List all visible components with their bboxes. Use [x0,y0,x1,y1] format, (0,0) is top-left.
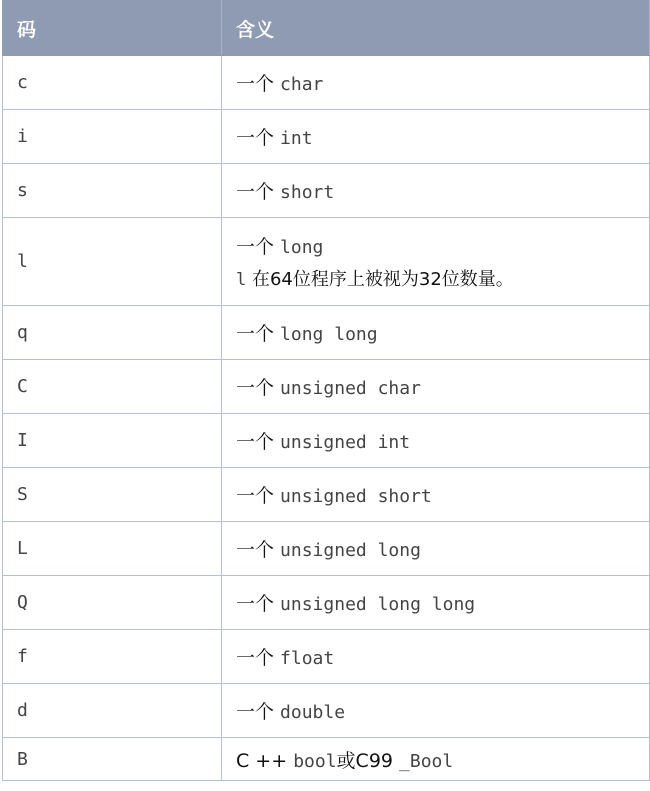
note-text: 在64位程序上被视为32位数量。 [246,269,514,290]
header-code: 码 [3,1,222,56]
note-code: l [236,270,247,290]
row-code: s [3,164,222,218]
row-code: I [3,414,222,468]
meaning-prefix: 一个 [236,127,281,149]
row-note [236,265,635,291]
row-code: B [3,738,222,781]
meaning-prefix: 一个 [236,647,281,669]
row-code: l [3,218,222,306]
row-code: Q [3,576,222,630]
table-row [3,306,650,360]
meaning-suffix: 或C99 [336,749,400,772]
row-meaning [222,56,650,110]
meaning-prefix: 一个 [236,485,281,507]
row-code: L [3,522,222,576]
table-row [3,110,650,164]
meaning-prefix: 一个 [236,539,281,561]
table-row [3,630,650,684]
row-meaning [222,164,650,218]
meaning-prefix: 一个 [236,593,281,615]
row-meaning [222,360,650,414]
header-meaning: 含义 [222,1,650,56]
row-code: C [3,360,222,414]
row-meaning [222,684,650,738]
table-row [3,360,650,414]
table-row [3,56,650,110]
row-meaning [222,576,650,630]
table-row [3,468,650,522]
type-name: char [280,74,324,95]
type-name: unsigned long long [280,594,476,615]
table-row [3,218,650,306]
meaning-prefix: 一个 [236,181,281,203]
row-meaning [222,738,650,781]
table-row [3,684,650,738]
type-name: long [280,237,324,258]
table-row [3,414,650,468]
meaning-prefix: C ++ [236,749,294,772]
meaning-prefix: 一个 [236,377,281,399]
row-meaning [222,306,650,360]
table-header-row [3,1,650,56]
meaning-prefix: 一个 [236,236,281,258]
row-meaning [222,630,650,684]
row-code: i [3,110,222,164]
type-name: unsigned long [280,540,421,561]
type-name: int [280,128,313,149]
row-code: S [3,468,222,522]
row-meaning [222,522,650,576]
table-row [3,738,650,781]
row-meaning [222,468,650,522]
type-encoding-table [2,0,650,781]
row-meaning [222,414,650,468]
row-meaning [222,218,650,306]
type-name: double [280,702,346,723]
meaning-prefix: 一个 [236,73,281,95]
type-name: unsigned int [280,432,411,453]
row-code: d [3,684,222,738]
table-row [3,576,650,630]
meaning-prefix: 一个 [236,431,281,453]
type-name: short [280,182,335,203]
row-code: f [3,630,222,684]
row-meaning [222,110,650,164]
table-row [3,522,650,576]
type-name: unsigned char [280,378,421,399]
type-name: unsigned short [280,486,432,507]
table-row [3,164,650,218]
type-name: long long [280,324,378,345]
row-code: q [3,306,222,360]
meaning-prefix: 一个 [236,701,281,723]
row-code: c [3,56,222,110]
meaning-prefix: 一个 [236,323,281,345]
type-name-2: _Bool [399,750,454,772]
type-name: bool [293,750,337,772]
type-name: float [280,648,335,669]
